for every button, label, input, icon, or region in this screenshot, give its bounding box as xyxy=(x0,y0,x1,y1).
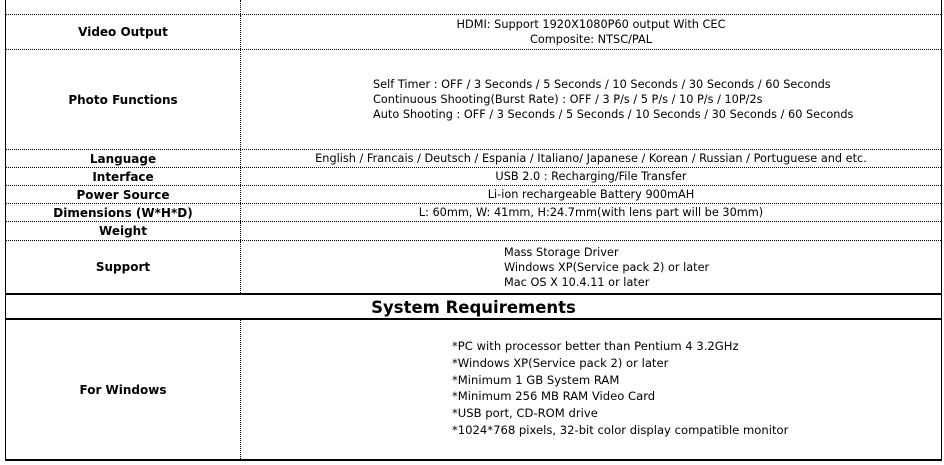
requirement-line: *1024*768 pixels, 32-bit color display compatible monitor xyxy=(452,422,789,437)
requirement-line: *USB port, CD-ROM drive xyxy=(452,406,598,421)
row-value xyxy=(241,222,941,240)
value-line: Mac OS X 10.4.11 or later xyxy=(504,276,650,289)
section-divider xyxy=(6,293,941,295)
row-label: Weight xyxy=(99,224,147,238)
requirement-line: *Minimum 1 GB System RAM xyxy=(452,372,620,387)
spec-row-language xyxy=(6,150,941,167)
value-line: Self Timer : OFF / 3 Seconds / 5 Seconds / 10 Seconds / 30 Seconds / 60 Seconds xyxy=(373,78,831,91)
requirements-row-windows xyxy=(6,320,941,459)
row-value xyxy=(241,241,941,293)
spec-row-video-output xyxy=(6,15,941,49)
row-label: For Windows xyxy=(79,382,167,397)
row-label: Photo Functions xyxy=(68,92,178,107)
spec-row-photo-functions xyxy=(6,50,941,149)
value-line: Continuous Shooting(Burst Rate) : OFF / 3 P/s / 5 P/s / 10 P/s / 10P/2s xyxy=(373,93,763,106)
value-line: L: 60mm, W: 41mm, H:24.7mm(with lens part will be 30mm) xyxy=(418,206,764,219)
row-label: Dimensions (W*H*D) xyxy=(53,205,193,220)
requirement-line: *PC with processor better than Pentium 4 3.2GHz xyxy=(452,339,739,353)
requirement-line: *Minimum 256 MB RAM Video Card xyxy=(452,389,656,404)
row-value xyxy=(241,150,941,167)
row-label: Language xyxy=(89,151,157,166)
value-line: Li-ion rechargeable Battery 900mAH xyxy=(487,188,695,201)
value-line: Mass Storage Driver xyxy=(504,246,619,259)
spec-row-interface xyxy=(6,168,941,185)
value-line: HDMI: Support 1920X1080P60 output With CEC xyxy=(456,18,726,31)
value-line: USB 2.0 : Recharging/File Transfer xyxy=(495,170,687,183)
column-divider xyxy=(240,0,241,14)
requirement-line: *Windows XP(Service pack 2) or later xyxy=(452,355,669,370)
row-value xyxy=(241,204,941,221)
row-value xyxy=(241,50,941,149)
spec-row-dimensions xyxy=(6,204,941,221)
spec-row-support xyxy=(6,241,941,293)
row-value xyxy=(241,186,941,203)
row-value xyxy=(241,15,941,49)
row-value xyxy=(241,168,941,185)
row-value xyxy=(241,320,941,459)
row-label: Support xyxy=(95,260,151,274)
row-label: Interface xyxy=(92,169,154,184)
value-line: English / Francais / Deutsch / Espania / Italiano/ Japanese / Korean / Russian / Portuguese and etc. xyxy=(315,152,867,165)
row-label: Video Output xyxy=(78,25,168,39)
spec-table xyxy=(5,0,942,461)
section-title: System Requirements xyxy=(371,297,576,317)
value-line: Auto Shooting : OFF / 3 Seconds / 5 Seconds / 10 Seconds / 30 Seconds / 60 Seconds xyxy=(373,108,854,121)
spec-row-weight xyxy=(6,222,941,240)
spec-row-power-source xyxy=(6,186,941,203)
row-label: Power Source xyxy=(76,187,170,202)
value-line: Composite: NTSC/PAL xyxy=(529,33,652,46)
value-line: Windows XP(Service pack 2) or later xyxy=(504,261,710,274)
